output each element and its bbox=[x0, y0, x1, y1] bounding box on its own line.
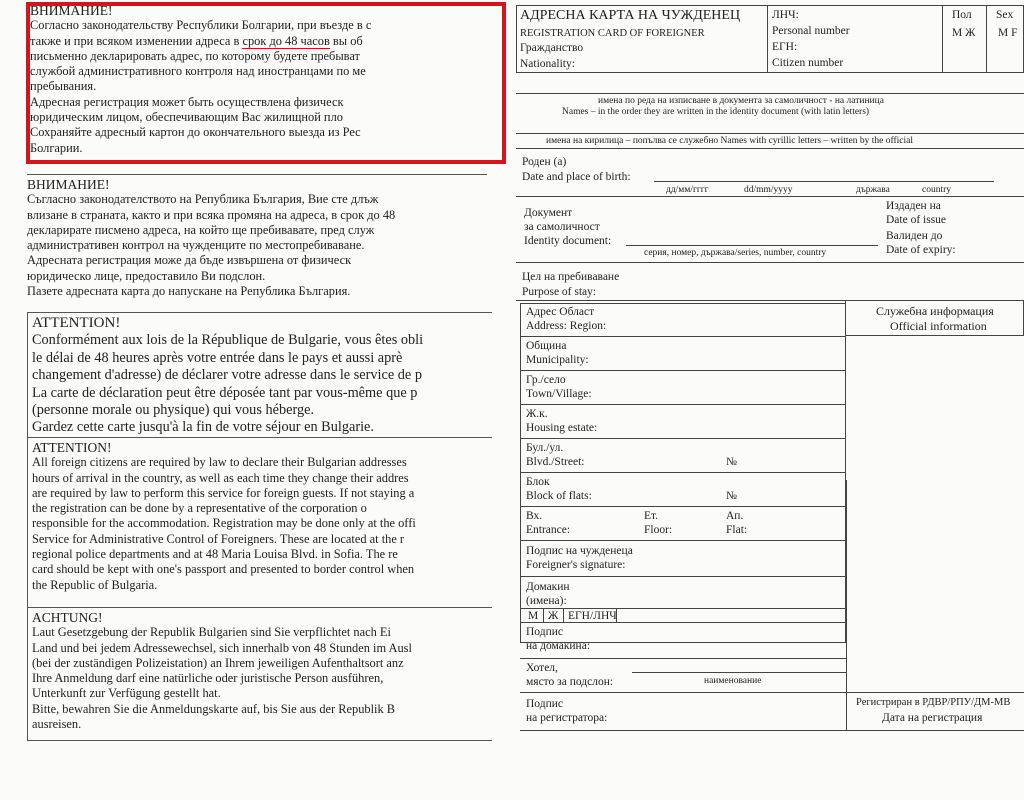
registrar-sign-label1: Подпис bbox=[526, 698, 563, 710]
notice-line: Conformément aux lois de la République de Bulgarie, vous êtes obli bbox=[32, 332, 424, 349]
deadline-highlight: срок до 48 часов bbox=[242, 34, 329, 49]
doc-label-bg2: за самоличност bbox=[524, 221, 600, 233]
issued-label-en: Date of issue bbox=[886, 214, 947, 226]
valid-label-bg: Валиден до bbox=[886, 230, 943, 242]
notice-line: службой административного контроля над иностранцами по ме bbox=[30, 64, 366, 79]
block-label-bg: Блок bbox=[526, 476, 550, 488]
notice-french bbox=[27, 312, 492, 437]
birth-label-en: Date and place of birth: bbox=[522, 171, 631, 183]
block-input[interactable] bbox=[520, 506, 846, 507]
notice-title: ATTENTION! bbox=[32, 440, 112, 455]
notice-bulgarian bbox=[27, 174, 487, 299]
region-input[interactable] bbox=[520, 336, 846, 337]
birth-fmt-en: dd/mm/yyyy bbox=[744, 185, 793, 195]
notice-line: Болгарии. bbox=[30, 140, 83, 155]
country-en: country bbox=[922, 185, 952, 195]
host-zh: Ж bbox=[548, 610, 559, 622]
notice-line: пребывания. bbox=[30, 79, 97, 94]
name-cyrillic-line[interactable] bbox=[516, 133, 1024, 134]
issued-label-bg: Издаден на bbox=[886, 200, 941, 212]
municipality-label-en: Municipality: bbox=[526, 354, 589, 366]
notice-line: ausreisen. bbox=[32, 717, 82, 732]
notice-line: Адресната регистрация може да бъде извършена от физическ bbox=[27, 253, 352, 268]
birth-label-bg: Роден (а) bbox=[522, 156, 567, 168]
street-label-bg: Бул./ул. bbox=[526, 442, 564, 454]
street-label-en: Blvd./Street: bbox=[526, 456, 585, 468]
signature-label-bg: Подпис на чужденеца bbox=[526, 545, 633, 557]
floor-label-bg: Ет. bbox=[644, 510, 659, 522]
doc-input[interactable] bbox=[626, 245, 878, 246]
notice-line: Unterkunft zur Verfügung gestellt hat. bbox=[32, 686, 221, 701]
entrance-label-en: Entrance: bbox=[526, 524, 571, 536]
region-label-bg: Адрес Област bbox=[526, 306, 595, 318]
nationality-label: Nationality: bbox=[520, 58, 575, 70]
birth-fmt-bg: дд/мм/гггг bbox=[666, 185, 709, 195]
notice-line: Service for Administrative Control of Foreigners. These are located at the r bbox=[32, 531, 405, 546]
municipality-label-bg: Община bbox=[526, 340, 567, 352]
notice-german bbox=[27, 607, 492, 741]
cyrillic-names-note: имена на кирилица – попълва се служебно Names with cyrillic letters – written by the official bbox=[546, 136, 913, 146]
hotel-label1: Хотел, bbox=[526, 662, 558, 674]
flat-label-bg: Ап. bbox=[726, 510, 744, 522]
notice-line: Land und bei jedem Adressewechsel, sich innerhalb von 48 Stunden im Ausl bbox=[32, 640, 412, 655]
notice-title: ACHTUNG! bbox=[32, 610, 103, 625]
notice-line: responsible for the accommodation. Registration may be done only at the offi bbox=[32, 516, 416, 531]
registered-at-label: Регистриран в РДВР/РПУ/ДМ-МВ bbox=[856, 697, 1011, 708]
host-m: М bbox=[528, 610, 539, 622]
notice-line: Gardez cette carte jusqu'à la fin de votre séjour en Bulgarie. bbox=[32, 419, 374, 436]
sex-label-en: Sex bbox=[996, 9, 1014, 21]
notice-line: Laut Gesetzgebung der Republik Bulgarien sind Sie verpflichtet nach Ei bbox=[32, 625, 391, 640]
egn-label: ЕГН: bbox=[772, 41, 798, 53]
notice-line: regional police departments and at 48 Maria Louisa Blvd. in Sofia. The re bbox=[32, 547, 398, 562]
latin-names-note-en: Names – in the order they are written in the identity document (with latin letters) bbox=[562, 107, 870, 117]
entrance-label-bg: Вх. bbox=[526, 510, 543, 522]
estate-input[interactable] bbox=[520, 438, 846, 439]
purpose-label-bg: Цел на пребиваване bbox=[522, 271, 620, 283]
valid-label-en: Date of expiry: bbox=[886, 244, 956, 256]
citizenship-label: Гражданство bbox=[520, 42, 584, 54]
notice-russian bbox=[30, 3, 490, 163]
town-input[interactable] bbox=[520, 404, 846, 405]
name-latin-line[interactable] bbox=[516, 93, 1024, 94]
hotel-input[interactable] bbox=[632, 672, 846, 673]
notice-title: ВНИМАНИЕ! bbox=[30, 3, 113, 18]
notice-line: the Republic of Bulgaria. bbox=[32, 577, 158, 592]
town-label-en: Town/Village: bbox=[526, 388, 592, 400]
notice-line: All foreign citizens are required by law to declare their Bulgarian addresses bbox=[32, 455, 407, 470]
flat-label-en: Flat: bbox=[726, 524, 748, 536]
notice-title: ATTENTION! bbox=[32, 315, 121, 331]
notice-line: декларирате писмено адреса, на който ще пребивавате, пред служ bbox=[27, 222, 375, 237]
country-bg: държава bbox=[856, 185, 890, 195]
notice-line: Адресная регистрация может быть осуществлена физическ bbox=[30, 94, 344, 109]
hotel-label2: място за подслон: bbox=[526, 676, 614, 688]
notice-line: также и при всяком изменении адреса в срок до 48 часов вы об bbox=[30, 34, 490, 49]
host-label: Домакин bbox=[526, 581, 570, 593]
host-names-label: (имена): bbox=[526, 595, 567, 607]
municipality-input[interactable] bbox=[520, 370, 846, 371]
doc-fmt: серия, номер, държава/series, number, country bbox=[644, 248, 827, 258]
notice-line: Согласно законодательству Республики Болгарии, при въезде в с bbox=[30, 18, 372, 33]
hotel-name-hint: наименование bbox=[704, 676, 762, 686]
street-number-sign: № bbox=[726, 456, 737, 468]
notice-line: changement d'adresse) de déclarer votre adresse dans le service de p bbox=[32, 367, 422, 384]
host-sign-label2: на домакина: bbox=[526, 640, 591, 652]
notice-line: Bitte, bewahren Sie die Anmeldungskarte auf, bis Sie aus der Republik B bbox=[32, 701, 396, 716]
doc-label-bg1: Документ bbox=[524, 207, 573, 219]
sex-options-en: M F bbox=[998, 27, 1018, 39]
host-id: ЕГН/ЛНЧ bbox=[568, 610, 617, 622]
notice-line: административен контрол на чужденците по местопребиваване. bbox=[27, 238, 365, 253]
host-sign-label1: Подпис bbox=[526, 626, 563, 638]
entrance-input[interactable] bbox=[520, 540, 846, 541]
estate-label-bg: Ж.к. bbox=[526, 408, 548, 420]
notice-line: hours of arrival in the country, as well as each time they change their addres bbox=[32, 470, 409, 485]
birth-input[interactable] bbox=[654, 181, 994, 182]
notice-line: are required by law to perform this service for foreign guests. If not staying a bbox=[32, 485, 415, 500]
block-number-sign: № bbox=[726, 490, 737, 502]
lnch-label: ЛНЧ: bbox=[772, 9, 799, 21]
town-label-bg: Гр./село bbox=[526, 374, 566, 386]
signature-label-en: Foreigner's signature: bbox=[526, 559, 626, 571]
registrar-sign-label2: на регистратора: bbox=[526, 712, 608, 724]
latin-names-note: имена по реда на изписване в документа за самоличност - на латиница bbox=[598, 96, 884, 106]
form-title: АДРЕСНА КАРТА НА ЧУЖДЕНЕЦ bbox=[520, 8, 741, 23]
form-title-en: REGISTRATION CARD OF FOREIGNER bbox=[520, 28, 705, 39]
registration-card-form bbox=[516, 2, 1024, 762]
notice-line: le délai de 48 heures après votre entrée dans le pays et aussi aprè bbox=[32, 349, 403, 366]
notice-line: La carte de déclaration peut être déposée tant par vous-même que p bbox=[32, 384, 418, 401]
official-info-en: Official information bbox=[890, 319, 987, 333]
notice-title: ВНИМАНИЕ! bbox=[27, 177, 110, 192]
notice-line: юридическим лицом, обеспечивающим Вас жилищной пло bbox=[30, 110, 343, 125]
sex-label-bg: Пол bbox=[952, 9, 972, 21]
reg-date-label: Дата на регистрация bbox=[882, 712, 983, 724]
official-info-bg: Служебна информация bbox=[876, 304, 994, 318]
personal-number-label: Personal number bbox=[772, 25, 850, 37]
floor-label-en: Floor: bbox=[644, 524, 673, 536]
notice-line: (personne morale ou physique) qui vous héberge. bbox=[32, 402, 315, 419]
host-input[interactable] bbox=[520, 608, 846, 609]
host-sign-input[interactable] bbox=[520, 658, 846, 659]
notice-line: юридическо лице, предоставило Ви подслон. bbox=[27, 268, 266, 283]
registrar-sign-input[interactable] bbox=[520, 730, 1024, 731]
notice-line: Ihre Anmeldung darf eine natürliche oder juristische Person ausführen, bbox=[32, 671, 384, 686]
sex-options-bg: М Ж bbox=[952, 27, 976, 39]
notice-line: Съгласно законодателството на Република България, Вие сте длъж bbox=[27, 192, 379, 207]
notice-line: Пазете адресната карта до напускане на Република България. bbox=[27, 284, 351, 299]
region-label-en: Address: Region: bbox=[526, 320, 607, 332]
street-input[interactable] bbox=[520, 472, 846, 473]
notice-line: the registration can be done by a representative of the corporation o bbox=[32, 501, 367, 516]
doc-label-en: Identity document: bbox=[524, 235, 612, 247]
estate-label-en: Housing estate: bbox=[526, 422, 598, 434]
block-label-en: Block of flats: bbox=[526, 490, 592, 502]
notice-line: письменно декларировать адрес, по которому будете пребыват bbox=[30, 48, 360, 63]
signature-input[interactable] bbox=[520, 576, 846, 577]
notice-line: (bei der zuständigen Polizeistation) an Ihrem jeweiligen Aufenthaltsort anz bbox=[32, 655, 404, 670]
purpose-label-en: Purpose of stay: bbox=[522, 286, 597, 298]
notice-line: Сохраняйте адресный картон до окончательного выезда из Рес bbox=[30, 125, 361, 140]
notice-line: влизане в страната, както и при всяка промяна на адреса, в срок до 48 bbox=[27, 207, 396, 222]
citizen-number-label: Citizen number bbox=[772, 57, 844, 69]
notice-line: card should be kept with one's passport and presented to border control when bbox=[32, 562, 415, 577]
notice-english bbox=[27, 437, 492, 608]
